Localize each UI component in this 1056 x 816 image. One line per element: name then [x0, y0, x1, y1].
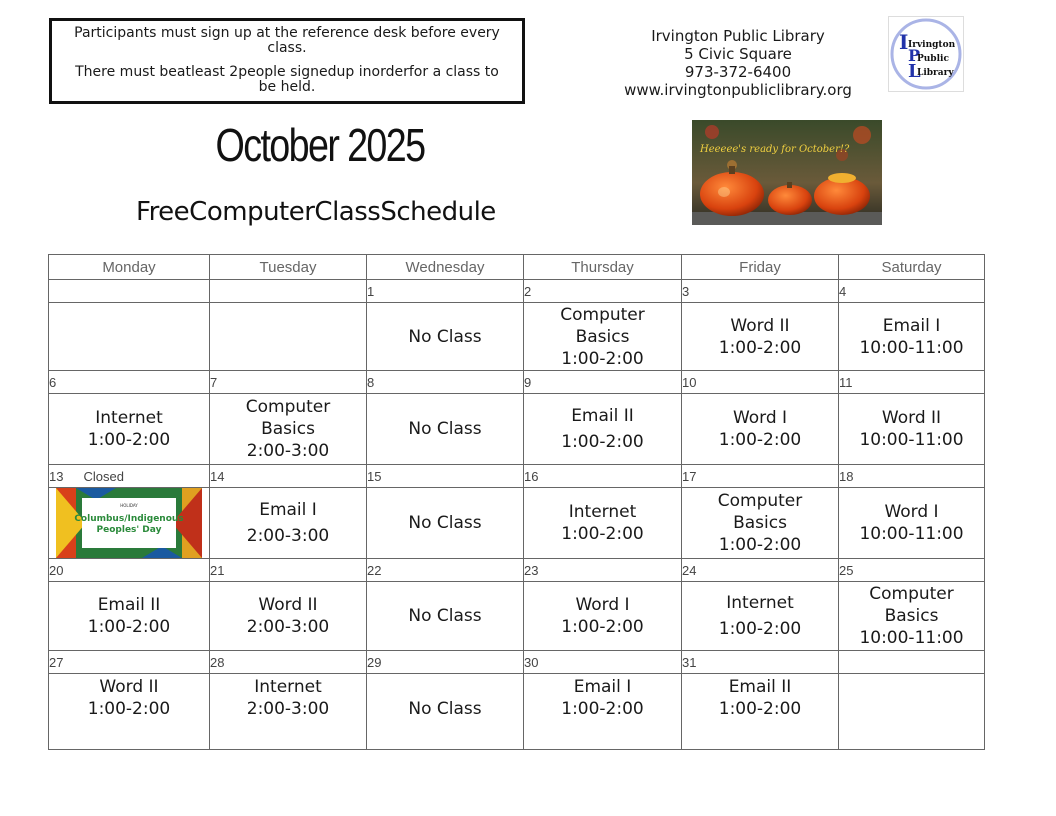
class-name: No Class [408, 419, 482, 439]
svg-text:I: I [899, 30, 909, 54]
class-name: Email II [97, 595, 161, 615]
class-cell [524, 582, 682, 651]
class-time: 1:00-2:00 [561, 699, 644, 719]
class-cell [210, 303, 367, 371]
class-name: Email II [728, 677, 792, 697]
class-name: Email I [573, 677, 632, 697]
class-time: 10:00-11:00 [859, 430, 964, 450]
notice-line-1: Participants must sign up at the reference desk before every class. [74, 25, 500, 56]
date-cell: 22 [367, 559, 524, 582]
class-name: Internet [254, 677, 322, 697]
class-cell [682, 303, 839, 371]
library-website[interactable]: www.irvingtonpubliclibrary.org [624, 81, 852, 99]
date-cell: 18 [839, 465, 985, 488]
class-cell [210, 394, 367, 465]
closed-label: Closed [83, 468, 124, 484]
date-cell: 30 [524, 651, 682, 674]
class-time: 1:00-2:00 [718, 535, 802, 555]
date-cell: 16 [524, 465, 682, 488]
date-cell: 23 [524, 559, 682, 582]
date-cell: 9 [524, 371, 682, 394]
date-cell: 11 [839, 371, 985, 394]
date-cell: 17 [682, 465, 839, 488]
class-cell [839, 394, 985, 465]
class-name: Internet [726, 593, 794, 613]
class-cell [367, 582, 524, 651]
class-cell [524, 303, 682, 371]
class-name: Internet [568, 502, 637, 522]
date-cell [49, 465, 210, 488]
class-cell [210, 582, 367, 651]
class-cell [49, 303, 210, 371]
library-info [618, 27, 858, 99]
class-time: 1:00-2:00 [561, 524, 644, 544]
class-name: Word II [881, 408, 942, 428]
class-cell [682, 582, 839, 651]
class-name: Internet [95, 408, 163, 428]
class-time: 1:00-2:00 [718, 430, 802, 450]
class-time: 10:00-11:00 [859, 524, 964, 544]
schedule-subtitle: FreeComputerClassSchedule [136, 197, 496, 227]
class-name: Word I [575, 595, 630, 615]
holiday-cell [49, 488, 210, 559]
date-cell: 25 [839, 559, 985, 582]
class-time: 1:00-2:00 [561, 617, 644, 637]
class-time: 1:00-2:00 [561, 432, 644, 452]
class-name: No Class [408, 699, 482, 719]
class-time: 10:00-11:00 [859, 337, 964, 358]
date-row [49, 465, 985, 488]
date-cell: 31 [682, 651, 839, 674]
class-time: 1:00-2:00 [718, 619, 802, 639]
library-address: 5 Civic Square [684, 45, 792, 63]
class-row [49, 394, 985, 465]
class-row [49, 582, 985, 651]
date-cell: 7 [210, 371, 367, 394]
class-name: Basics [884, 606, 939, 626]
class-name: Email I [259, 500, 317, 520]
class-time: 1:00-2:00 [718, 699, 802, 719]
library-logo-icon [889, 17, 963, 91]
date-cell: 10 [682, 371, 839, 394]
class-cell [839, 674, 985, 750]
class-time: 2:00-3:00 [246, 526, 330, 546]
class-name: Basics [733, 513, 787, 533]
date-cell [839, 651, 985, 674]
date-cell: 28 [210, 651, 367, 674]
class-cell [682, 674, 839, 750]
date-cell: 24 [682, 559, 839, 582]
date-cell: 3 [682, 280, 839, 303]
class-calendar [48, 254, 985, 750]
class-name: Computer [245, 397, 331, 417]
class-cell [49, 582, 210, 651]
class-cell [49, 674, 210, 750]
class-name: No Class [408, 606, 482, 626]
class-cell [839, 582, 985, 651]
class-cell [524, 674, 682, 750]
class-cell [682, 394, 839, 465]
date-cell [49, 280, 210, 303]
class-time: 2:00-3:00 [246, 617, 330, 637]
date-cell: 2 [524, 280, 682, 303]
class-name: Word II [99, 677, 159, 697]
class-name: Word II [730, 315, 790, 336]
weekday-header: Monday [49, 255, 210, 280]
class-time: 2:00-3:00 [246, 699, 330, 719]
weekday-header: Wednesday [367, 255, 524, 280]
class-cell [839, 303, 985, 371]
weekday-header-row [49, 255, 985, 280]
class-cell [682, 488, 839, 559]
date-cell: 4 [839, 280, 985, 303]
class-name: Word II [258, 595, 318, 615]
library-name: Irvington Public Library [651, 27, 825, 45]
class-cell [524, 488, 682, 559]
svg-text:Columbus/Indigenous: Columbus/Indigenous [74, 514, 184, 524]
date-cell: 27 [49, 651, 210, 674]
class-cell [839, 488, 985, 559]
weekday-header: Saturday [839, 255, 985, 280]
date-row [49, 371, 985, 394]
date-cell: 8 [367, 371, 524, 394]
class-cell [210, 488, 367, 559]
class-cell [210, 674, 367, 750]
class-name: Word I [732, 408, 788, 428]
date-cell: 29 [367, 651, 524, 674]
date-cell [210, 280, 367, 303]
class-name: Basics [261, 419, 315, 439]
date-cell: 6 [49, 371, 210, 394]
svg-text:Public: Public [917, 54, 949, 64]
svg-text:Library: Library [917, 68, 954, 78]
date-cell: 1 [367, 280, 524, 303]
date-row [49, 280, 985, 303]
class-time: 1:00-2:00 [718, 337, 802, 358]
class-name: No Class [408, 326, 482, 347]
class-name: Word I [884, 502, 939, 522]
svg-text:HOLIDAY: HOLIDAY [120, 503, 138, 508]
date-cell: 20 [49, 559, 210, 582]
weekday-header: Friday [682, 255, 839, 280]
svg-text:P: P [908, 46, 921, 65]
class-time: 2:00-3:00 [246, 441, 330, 461]
class-row [49, 488, 985, 559]
class-cell [367, 674, 524, 750]
class-time: 1:00-2:00 [87, 617, 171, 637]
library-phone: 973-372-6400 [684, 63, 792, 81]
class-name: Computer Basics [560, 304, 645, 347]
class-cell [367, 488, 524, 559]
class-row [49, 303, 985, 371]
class-row [49, 674, 985, 750]
holiday-banner [56, 488, 202, 558]
date-cell: 15 [367, 465, 524, 488]
class-name: Email I [882, 315, 941, 336]
month-title: October 2025 [215, 119, 425, 171]
weekday-header: Tuesday [210, 255, 367, 280]
class-cell [49, 394, 210, 465]
date-row [49, 559, 985, 582]
svg-text:Irvington: Irvington [908, 40, 956, 50]
signup-notice [49, 18, 525, 104]
class-time: 10:00-11:00 [859, 628, 964, 648]
class-cell [367, 394, 524, 465]
svg-text:L: L [908, 61, 921, 82]
date-cell: 14 [210, 465, 367, 488]
class-cell [524, 394, 682, 465]
class-name: Computer [717, 491, 803, 511]
library-logo [888, 16, 964, 92]
weekday-header: Thursday [524, 255, 682, 280]
date-number: 13 [49, 468, 64, 484]
date-row [49, 651, 985, 674]
notice-line-2: There must beatleast 2people signedup inorderfor a class to be held. [75, 64, 499, 95]
date-cell: 21 [210, 559, 367, 582]
class-name: Email II [571, 406, 634, 426]
class-cell [367, 303, 524, 371]
class-time: 1:00-2:00 [87, 430, 171, 450]
class-name: Computer [869, 584, 954, 604]
svg-text:Peoples' Day: Peoples' Day [96, 525, 162, 535]
class-name: No Class [408, 513, 482, 533]
class-time: 1:00-2:00 [87, 699, 171, 719]
image-caption: Heeeee's ready for October!? [700, 144, 850, 155]
class-time: 1:00-2:00 [561, 348, 644, 369]
pumpkin-image [692, 120, 882, 225]
